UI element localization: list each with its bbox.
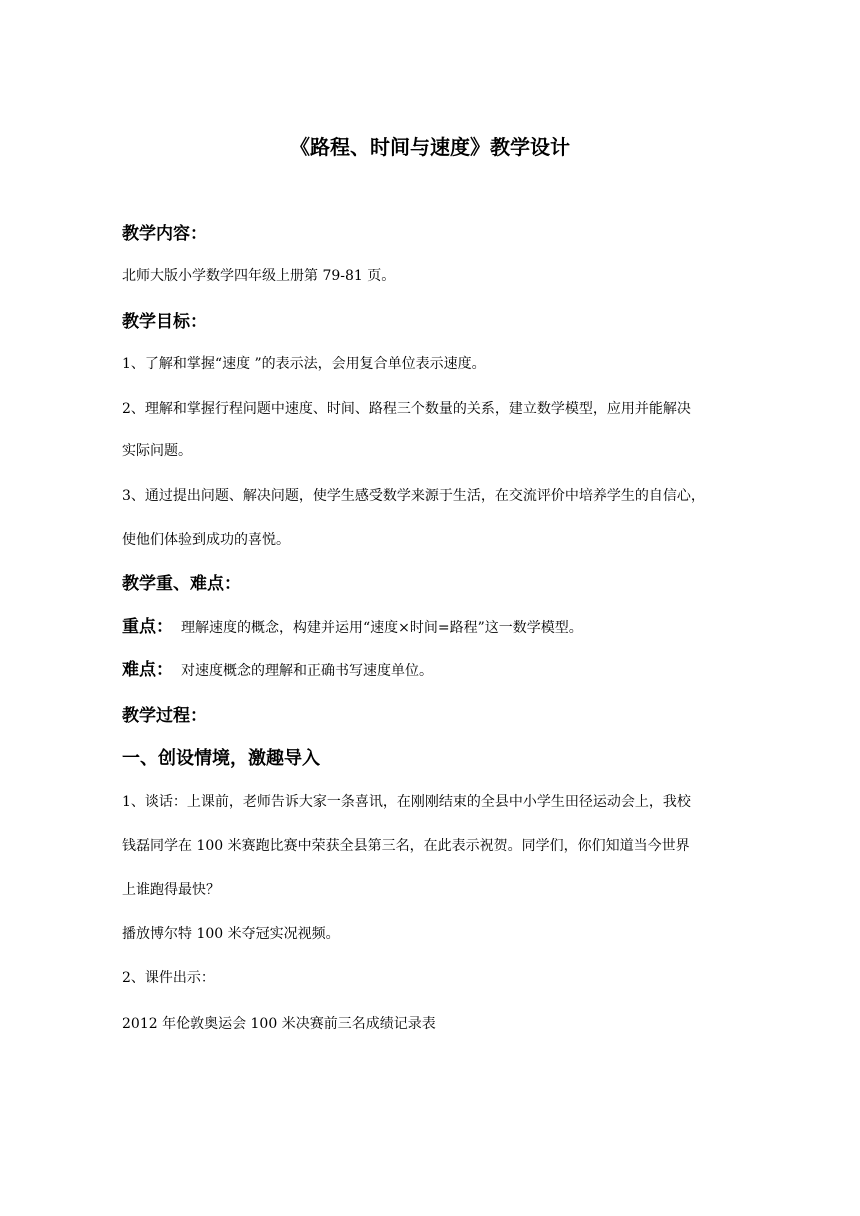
process-paragraph-1-line-2: 钱磊同学在 100 米赛跑比赛中荣获全县第三名，在此表示祝贺。同学们，你们知道当今世界 [122, 838, 690, 854]
difficult-point-label: 难点： [122, 660, 173, 680]
objective-item-1: 1、了解和掌握“速度 ”的表示法，会用复合单位表示速度。 [122, 356, 486, 372]
document-title: 《路程、时间与速度》教学设计 [290, 135, 570, 159]
objective-item-3-line-2: 使他们体验到成功的喜悦。 [122, 532, 290, 548]
process-paragraph-4: 2012 年伦敦奥运会 100 米决赛前三名成绩记录表 [122, 1016, 436, 1032]
objectives-heading: 教学目标： [122, 312, 207, 332]
key-points-heading: 教学重、难点： [122, 574, 241, 594]
key-point-text: 理解速度的概念，构建并运用“速度×时间=路程”这一数学模型。 [181, 620, 583, 636]
objective-item-2-line-1: 2、理解和掌握行程问题中速度、时间、路程三个数量的关系，建立数学模型，应用并能解决 [122, 401, 691, 417]
content-heading: 教学内容： [122, 224, 207, 244]
process-paragraph-1-line-1: 1、谈话：上课前，老师告诉大家一条喜讯，在刚刚结束的全县中小学生田径运动会上，我校 [122, 794, 691, 810]
key-point-label: 重点： [122, 617, 173, 637]
content-text: 北师大版小学数学四年级上册第 79-81 页。 [122, 268, 396, 284]
process-paragraph-1-line-3: 上谁跑得最快？ [122, 882, 220, 898]
objective-item-2-line-2: 实际问题。 [122, 443, 192, 459]
process-paragraph-3: 2、课件出示： [122, 970, 215, 986]
key-point-row [122, 617, 583, 638]
difficult-point-row [122, 660, 433, 681]
difficult-point-text: 对速度概念的理解和正确书写速度单位。 [181, 663, 433, 679]
process-paragraph-2: 播放博尔特 100 米夺冠实况视频。 [122, 926, 340, 942]
process-heading: 教学过程： [122, 706, 207, 726]
objective-item-3-line-1: 3、通过提出问题、解决问题，使学生感受数学来源于生活，在交流评价中培养学生的自信心， [122, 488, 705, 504]
process-section-1: 一、创设情境，激趣导入 [122, 748, 320, 769]
